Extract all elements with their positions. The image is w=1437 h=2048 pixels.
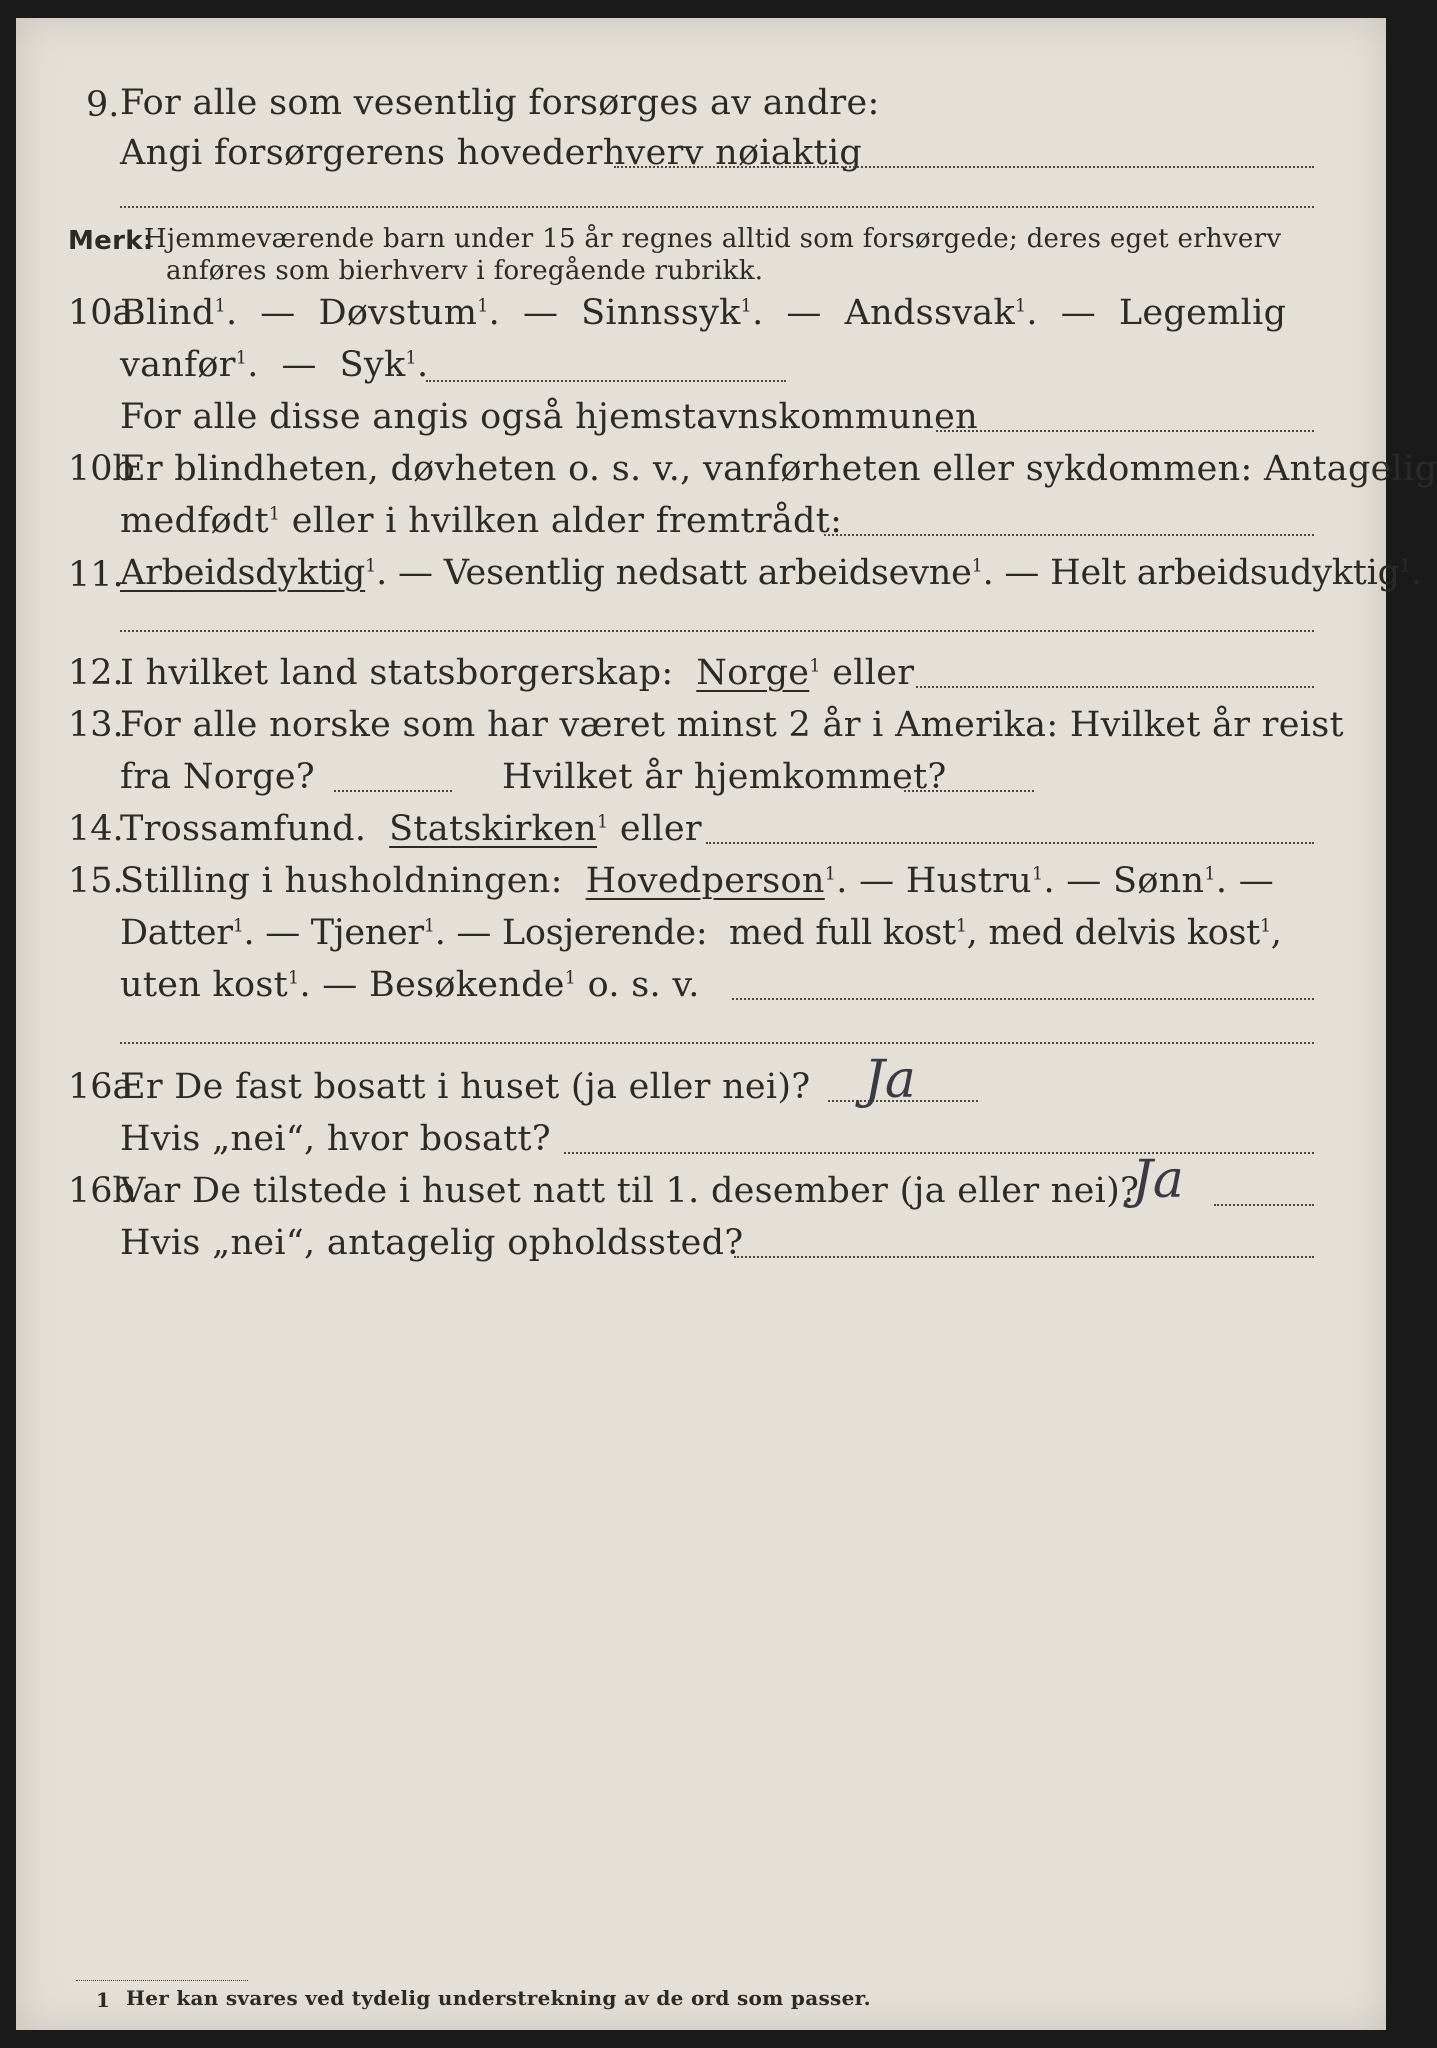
q12-answer-line[interactable]	[916, 686, 1314, 688]
q16a-handwritten-answer: Ja	[864, 1050, 916, 1110]
q16a-line2: Hvis „nei“, hvor bosatt?	[120, 1119, 551, 1159]
opt-vanfor[interactable]: vanfør	[120, 345, 236, 385]
footnote-mark: 1	[1399, 556, 1411, 577]
q11-answer-line[interactable]	[120, 630, 1314, 632]
q12-eller: eller	[832, 653, 915, 693]
q10b-number: 10b	[68, 449, 135, 489]
q10b-line2-rest: eller i hvilken alder fremtrådt:	[291, 501, 843, 541]
q15-line2: Datter$^1$. — Tjener$^1$. — Losjerende: med full kost$^1$, med delvis kost$^1$,	[120, 913, 1282, 953]
dash: —	[397, 553, 433, 593]
opt-dovstum[interactable]: Døvstum	[318, 293, 478, 333]
dash: —	[1004, 553, 1040, 593]
q13-hjemkommet-line[interactable]	[904, 790, 1034, 792]
q12-number: 12.	[68, 653, 124, 693]
opt-sonn[interactable]: Sønn	[1113, 861, 1205, 901]
footnote-mark: 1	[288, 968, 300, 989]
q14-number: 14.	[68, 809, 124, 849]
opt-andssvak[interactable]: Andssvak	[844, 293, 1015, 333]
q15-line1: Stilling i husholdningen: Hovedperson$^1$. — Hustru$^1$. — Sønn$^1$. —	[120, 861, 1274, 901]
opt-arbeidsdyktig[interactable]: Arbeidsdyktig	[120, 553, 366, 593]
q13-hjem: Hvilket år hjemkommet?	[502, 757, 947, 797]
q13-reist-line[interactable]	[334, 790, 452, 792]
opt-sinnssyk[interactable]: Sinnssyk	[581, 293, 741, 333]
dash: —	[265, 913, 300, 953]
q10a-line2: vanfør$^1$. — Syk$^1$.	[120, 345, 429, 385]
opt-hovedperson[interactable]: Hovedperson	[585, 861, 825, 901]
dash: —	[1066, 861, 1102, 901]
footnote-text: Her kan svares ved tydelig understrekning av de ord som passer.	[126, 1986, 871, 2010]
q16a-bosatt-line[interactable]	[564, 1152, 1314, 1154]
footnote-mark: 1	[824, 864, 837, 885]
q15-text: Stilling i husholdningen:	[120, 861, 563, 901]
footnote-mark: 1	[564, 968, 577, 989]
footnote-mark: 1	[232, 916, 244, 937]
footnote-mark: 1	[1014, 296, 1027, 317]
q15-line3: uten kost$^1$. — Besøkende$^1$ o. s. v.	[120, 965, 700, 1005]
dash: —	[859, 861, 895, 901]
q16a-line1: Er De fast bosatt i huset (ja eller nei)?	[120, 1067, 811, 1107]
dash: —	[281, 345, 317, 385]
q15-answer-line-2[interactable]	[120, 1042, 1314, 1044]
opt-statskirken[interactable]: Statskirken	[389, 809, 597, 849]
footnote-mark: 1	[268, 504, 281, 525]
footnote-mark: 1	[405, 348, 417, 369]
dash: —	[456, 913, 492, 953]
footnote-mark: 1	[809, 656, 821, 677]
footnote-mark: 1	[740, 296, 753, 317]
q10b-answer-line[interactable]	[824, 534, 1314, 536]
opt-full-kost[interactable]: med full kost	[728, 913, 956, 953]
footnote-mark: 1	[1259, 916, 1271, 937]
footnote-mark: 1	[955, 916, 967, 937]
q13-number: 13.	[68, 705, 124, 745]
q9-answer-line-2[interactable]	[120, 206, 1314, 208]
merk-label: Merk:	[68, 226, 154, 256]
dash: —	[786, 293, 822, 333]
q16b-line2: Hvis „nei“, antagelig opholdssted?	[120, 1223, 744, 1263]
opt-nedsatt[interactable]: Vesentlig nedsatt arbeidsevne	[443, 553, 972, 593]
q15-number: 15.	[68, 861, 124, 901]
q16a-number: 16a	[68, 1067, 134, 1107]
opt-norge[interactable]: Norge	[696, 653, 810, 693]
q16b-number: 16b	[68, 1171, 135, 1211]
opt-medfodt[interactable]: medfødt	[120, 501, 269, 541]
opt-datter[interactable]: Datter	[120, 913, 233, 953]
footnote-mark: 1	[423, 916, 435, 937]
dash: —	[1238, 861, 1274, 901]
q16b-answer-line[interactable]	[1214, 1204, 1314, 1206]
q10b-line2	[120, 501, 843, 541]
q10b-line1: Er blindheten, døvheten o. s. v., vanførheten eller sykdommen: Antagelig	[120, 449, 1437, 489]
q16b-opholdssted-line[interactable]	[734, 1256, 1314, 1258]
footnote-rule	[76, 1980, 248, 1981]
footnote-mark: 1	[971, 556, 983, 577]
opt-besokende[interactable]: Besøkende	[369, 965, 565, 1005]
q9-line1: For alle som vesentlig forsørges av andre:	[120, 83, 880, 123]
q10a-line1: Blind$^1$. — Døvstum$^1$. — Sinnssyk$^1$. — Andssvak$^1$. — Legemlig	[120, 293, 1287, 333]
q9-number: 9.	[86, 85, 120, 125]
opt-syk[interactable]: Syk	[339, 345, 406, 385]
q15-osv: o. s. v.	[587, 965, 700, 1005]
opt-legemlig[interactable]: Legemlig	[1118, 293, 1287, 333]
q15-losjerende: Losjerende:	[501, 913, 708, 953]
opt-delvis-kost[interactable]: med delvis kost	[988, 913, 1260, 953]
footnote-mark: 1	[96, 1988, 111, 2012]
q13-line1: For alle norske som har været minst 2 år i Amerika: Hvilket år reist	[120, 705, 1344, 745]
q10a-line3: For alle disse angis også hjemstavnskommunen	[120, 397, 978, 437]
footnote-mark: 1	[1204, 864, 1216, 885]
dash: —	[322, 965, 358, 1005]
opt-blind[interactable]: Blind	[120, 293, 215, 333]
q9-answer-line[interactable]	[614, 166, 1314, 168]
q14-text: Trossamfund.	[120, 809, 367, 849]
q14-eller: eller	[619, 809, 702, 849]
dash: —	[522, 293, 559, 333]
q15-answer-line[interactable]	[732, 998, 1314, 1000]
dash: —	[260, 293, 296, 333]
q12-line	[120, 653, 915, 693]
opt-hustru[interactable]: Hustru	[905, 861, 1032, 901]
footnote-mark: 1	[214, 296, 226, 317]
merk-line2: anføres som bierhverv i foregående rubrikk.	[166, 256, 764, 286]
census-form-page	[16, 18, 1437, 2030]
q10a-hjemstavn-line[interactable]	[936, 430, 1314, 432]
footnote-mark: 1	[365, 556, 377, 577]
q10a-number: 10a	[68, 293, 134, 333]
q14-line	[120, 809, 702, 849]
footnote-mark: 1	[477, 296, 489, 317]
q16b-line1: Var De tilstede i huset natt til 1. desember (ja eller nei)?	[120, 1171, 1140, 1211]
merk-line1: Hjemmeværende barn under 15 år regnes alltid som forsørgede; deres eget erhverv	[144, 224, 1282, 254]
q14-answer-line[interactable]	[706, 842, 1314, 844]
dash: —	[1060, 293, 1096, 333]
q12-text: I hvilket land statsborgerskap:	[120, 653, 674, 693]
q11-line: Arbeidsdyktig$^1$. — Vesentlig nedsatt arbeidsevne$^1$. — Helt arbeidsudyktig$^1$.	[120, 553, 1422, 593]
q11-number: 11.	[68, 555, 124, 595]
opt-tjener[interactable]: Tjener	[310, 913, 424, 953]
q16b-handwritten-answer: Ja	[1132, 1150, 1184, 1210]
footnote-mark: 1	[1032, 864, 1044, 885]
footnote-mark: 1	[235, 348, 248, 369]
opt-uten-kost[interactable]: uten kost	[120, 965, 288, 1005]
footnote-mark: 1	[597, 812, 609, 833]
q10a-answer-line[interactable]	[426, 380, 786, 382]
q9-line2: Angi forsørgerens hovederhverv nøiaktig	[120, 133, 863, 173]
q13-fra: fra Norge?	[120, 757, 315, 797]
opt-udyktig[interactable]: Helt arbeidsudyktig	[1050, 553, 1400, 593]
